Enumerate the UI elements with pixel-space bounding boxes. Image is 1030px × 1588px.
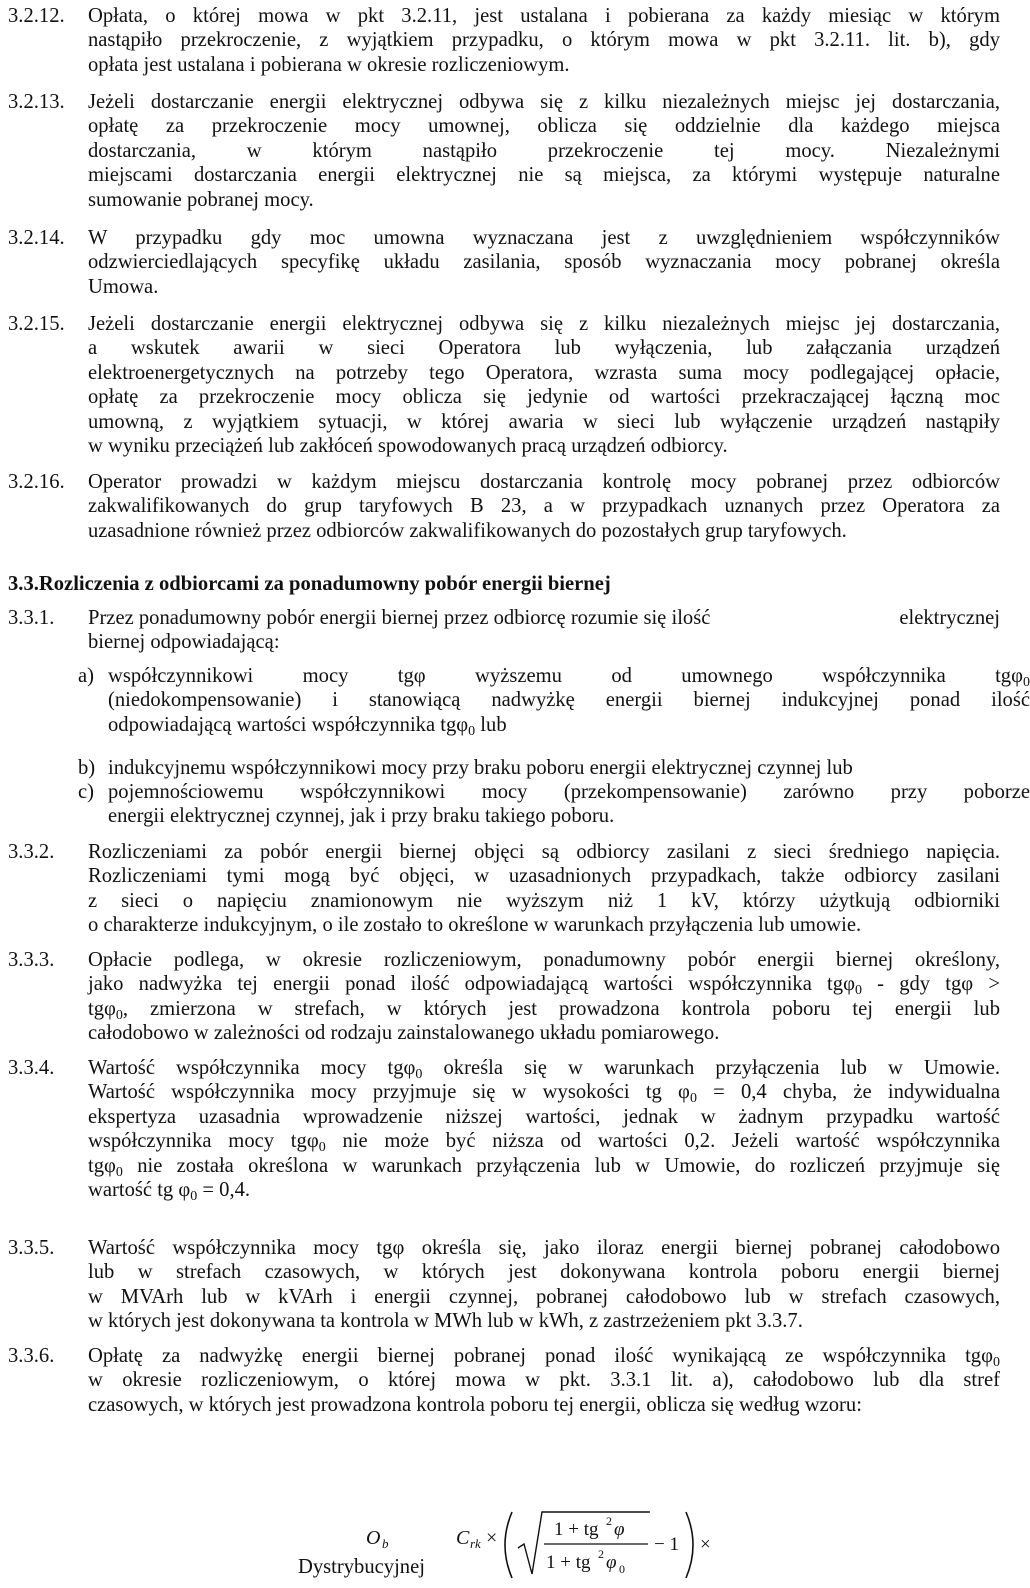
list-item-text [108,756,1030,780]
formula-right-paren [686,1512,693,1578]
text-line: miejscami dostarczania energii elektrycznej nie są miejsca, za którymi występuje naturalne [88,164,1000,187]
text-line: Opłacie podlega, w okresie rozliczeniowym, ponadumowny pobór energii biernej określony, [88,949,1000,971]
paragraph-text [88,470,1000,543]
text-line: w okresie rozliczeniowym, o której mowa w pkt. 3.3.1 lit. a), całodobowo lub dla stref [88,1369,1000,1392]
text-line: energii elektrycznej czynnej, jak i przy braku takiego poboru. [108,805,615,828]
text-line: (niedokompensowanie) i stanowiącą nadwyżkę energii biernej indukcyjnej ponad ilość [108,689,1030,712]
text-line: ekspertyza uzasadnia wprowadzenie niższej wartości, jednak w żadnym przypadku wartość [88,1105,1000,1128]
formula-times-2: × [700,1534,711,1555]
text-line: uzasadnione również przez odbiorców zakwalifikowanych do pozostałych grup taryfowych. [88,519,847,542]
paragraph-number: 3.3.2. [8,841,55,863]
text-line: a wskutek awarii w sieci Operatora lub wyłączenia, lub załączania urządzeń [88,337,1000,360]
text-fragment: elektrycznej [899,607,1000,629]
text-line: czasowych, w których jest prowadzona kontrola poboru tej energii, oblicza się według wzoru: [88,1393,862,1416]
footer-text: Dystrybucyjnej [298,1556,425,1578]
text-line: pojemnościowemu współczynnikowi mocy (przekompensowanie) zarówno przy poborze [108,781,1030,803]
paragraph-text [88,90,1000,212]
formula-minus-one: − 1 [654,1534,679,1555]
paragraph-text [88,1056,1000,1205]
text-line: indukcyjnemu współczynnikowi mocy przy braku poboru energii elektrycznej czynnej lub [108,757,853,779]
section-heading: 3.3.Rozliczenia z odbiorcami za ponadumowny pobór energii biernej [8,573,611,595]
text-line: lub w strefach czasowych, w których jest dokonywana kontrola poboru energii biernej [88,1261,1000,1284]
text-line: sumowanie pobranej mocy. [88,188,314,211]
text-line: opłatę za przekroczenie mocy umownej, oblicza się oddzielnie dla każdego miejsca [88,115,1000,138]
text-line: w których jest dokonywana ta kontrola w MWh lub w kWh, z zastrzeżeniem pkt 3.3.7. [88,1310,803,1333]
text-line: jako nadwyżka tej energii ponad ilość odpowiadającą wartości współczynnika tgφ$_0$ - gdy tgφ > [88,973,1000,999]
paragraph-number: 3.2.13. [8,91,65,113]
paragraph-number: 3.3.1. [8,607,55,629]
paragraph-number: 3.3.5. [8,1237,55,1259]
text-line [88,606,1000,630]
text-line: Jeżeli dostarczanie energii elektrycznej odbywa się z kilku niezależnych miejsc jej dostarczania, [88,91,1000,113]
paragraph-number: 3.3.4. [8,1057,55,1079]
text-line: Operator prowadzi w każdym miejscu dostarczania kontrolę mocy pobranej przez odbiorców [88,471,1000,493]
formula-coef-sub: rk [470,1536,481,1551]
text-line: Rozliczeniami za pobór energii biernej objęci są odbiorcy zasilani z sieci średniego napięcia. [88,841,1000,863]
text-line: elektroenergetycznych na potrzeby tego Operatora, wzrasta suma mocy podlegającej opłacie, [88,361,1000,384]
formula-left-paren [505,1512,512,1578]
text-line: współczynnikowi mocy tgφ wyższemu od umownego współczynnika tgφ$_0$ [108,665,1030,690]
list-item-label: b) [78,757,96,779]
list-item-label: c) [78,781,94,803]
text-line: tgφ$_0$ nie została określona w warunkach przyłączenia lub w Umowie, do rozliczeń przyjmuje się [88,1154,1000,1180]
text-line: Wartość współczynnika mocy tgφ określa się, jako iloraz energii biernej pobranej całodobowo [88,1237,1000,1259]
paragraph-number: 3.3.3. [8,949,55,971]
list-item-label: a) [78,665,94,687]
paragraph-number: 3.2.14. [8,227,65,249]
formula-lhs: O [366,1527,381,1549]
text-line: W przypadku gdy moc umowna wyznaczana jest z uwzględnieniem współczynników [88,227,1000,249]
formula-times-1: × [486,1527,498,1549]
formula-coef: C [456,1527,470,1549]
text-line: całodobowo w zależności od rodzaju zainstalowanego układu pomiarowego. [88,1022,720,1045]
formula-den-sub: 0 [619,1562,625,1576]
paragraph-number: 3.3.6. [8,1345,55,1367]
text-line: o charakterze indukcyjnym, o ile zostało to określone w warunkach przyłączenia lub umowie. [88,914,862,937]
paragraph-text [88,4,1000,77]
formula-den-sup: 2 [598,1547,604,1561]
text-line: Opłatę za nadwyżkę energii biernej pobranej ponad ilość wynikającą ze współczynnika tgφ$_0$ [88,1345,1000,1370]
paragraph-number: 3.2.12. [8,5,65,27]
text-line: Rozliczeniami tymi mogą być objęci, w uzasadnionych przypadkach, także odbiorcy zasilani [88,865,1000,888]
formula-den-one: 1 + tg [546,1552,591,1573]
formula-num-phi: φ [614,1519,625,1540]
paragraph-text [88,1344,1000,1417]
text-line: opłata jest ustalana i pobierana w okresie rozliczeniowym. [88,53,570,76]
paragraph-text [88,226,1000,299]
text-fragment: Przez ponadumowny pobór energii biernej przez odbiorcę rozumie się ilość [88,607,711,629]
paragraph-number: 3.2.15. [8,313,65,335]
text-line: nastąpiło przekroczenie, z wyjątkiem przypadku, o którym mowa w pkt 3.2.11. lit. b), gdy [88,29,1000,52]
text-line: opłatę za przekroczenie mocy oblicza się jedynie od wartości przekraczającej łączną moc [88,386,1000,409]
text-line: odpowiadającą wartości współczynnika tgφ$_0$ lub [108,713,507,739]
formula-lhs-sub: b [382,1536,389,1551]
paragraph-number: 3.2.16. [8,471,65,493]
text-line: zakwalifikowanych do grup taryfowych B 23, a w przypadkach uznanych przez Operatora za [88,495,1000,518]
text-line: Wartość współczynnika mocy tgφ$_0$ określa się w warunkach przyłączenia lub w Umowie. [88,1057,1000,1082]
paragraph-text [88,948,1000,1046]
text-line: Jeżeli dostarczanie energii elektrycznej odbywa się z kilku niezależnych miejsc jej dostarczania, [88,313,1000,335]
list-item-text [108,780,1030,829]
list-item-text [108,664,1030,737]
text-line: Wartość współczynnika mocy przyjmuje się w wysokości tg $\varphi_0 = 0,4$ chyba, że indywidualna [88,1081,1000,1107]
paragraph-text [88,312,1000,458]
text-line: w MVArh lub w kVArh i energii czynnej, pobranej całodobowo lub w strefach czasowych, [88,1285,1000,1308]
text-line: w wyniku przeciążeń lub zakłóceń spowodowanych pracą urządzeń odbiorcy. [88,435,728,458]
formula-num-one: 1 + tg [554,1519,599,1540]
text-line: współczynnika mocy tgφ$_0$ nie może być niższa od wartości 0,2. Jeżeli wartość współczynnika [88,1130,1000,1156]
text-line: dostarczania, w którym nastąpiło przekroczenie tej mocy. Niezależnymi [88,139,1000,162]
formula-den-phi: φ [606,1552,617,1573]
text-line: umowną, z wyjątkiem sytuacji, w której awaria w sieci lub wyłączenie urządzeń nastąpiły [88,410,1000,433]
text-line: biernej odpowiadającą: [88,631,280,654]
text-line: Opłata, o której mowa w pkt 3.2.11, jest ustalana i pobierana za każdy miesiąc w którym [88,5,1000,27]
paragraph-text [88,840,1000,938]
text-line: wartość tg $\varphi_0 = 0,4$. [88,1179,251,1205]
paragraph-text [88,1236,1000,1334]
text-line: tgφ$_0$, zmierzona w strefach, w których jest prowadzona kontrola poboru tej energii lub [88,997,1000,1023]
text-line: odzwierciedlających specyfikę układu zasilania, sposób wyznaczania mocy pobranej określa [88,251,1000,274]
text-line: Umowa. [88,275,159,298]
text-line: z sieci o napięciu znamionowym nie wyższym niż 1 kV, którzy użytkują odbiorniki [88,889,1000,912]
paragraph-text [88,606,1000,655]
formula-num-sup: 2 [606,1514,612,1528]
